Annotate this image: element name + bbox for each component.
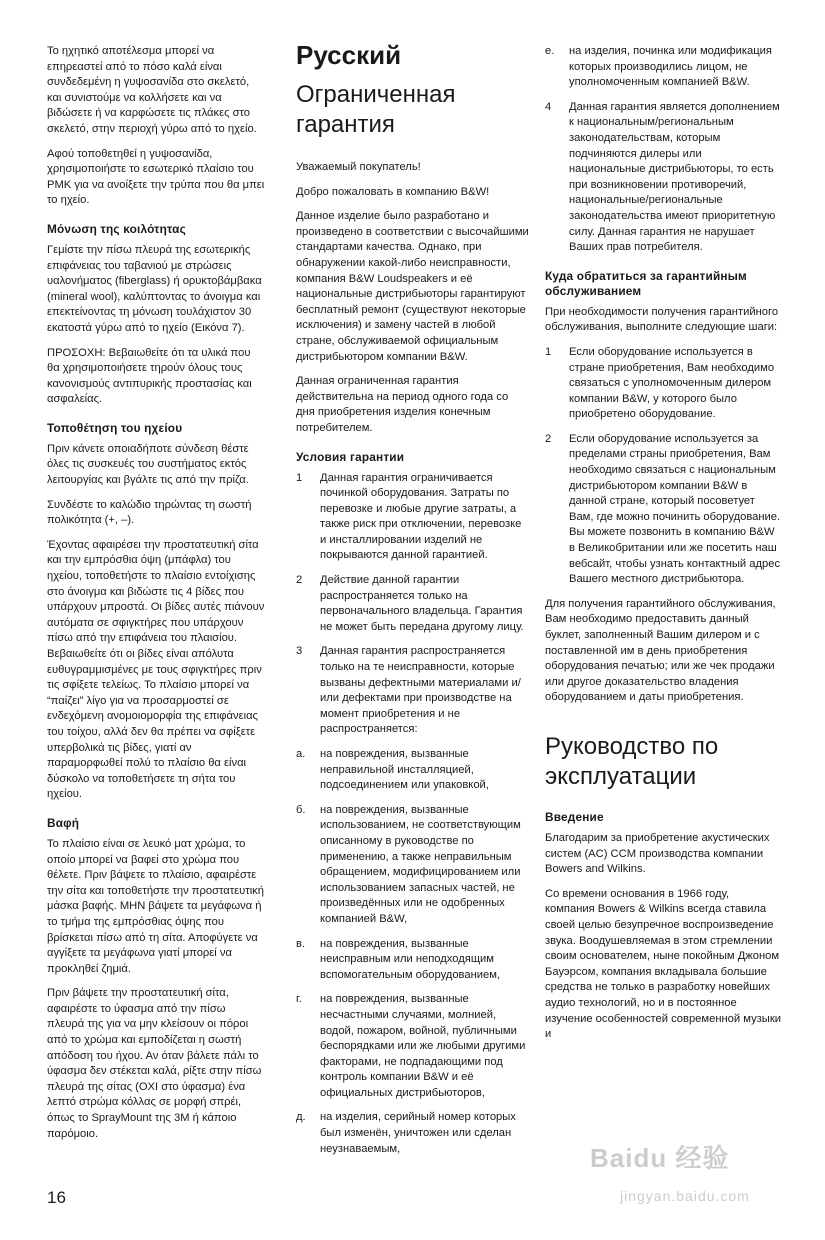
list-marker: е. bbox=[545, 45, 555, 57]
watermark-url: jingyan.baidu.com bbox=[620, 1188, 750, 1204]
list-marker: 1 bbox=[296, 471, 303, 484]
language-title: Русский bbox=[296, 40, 402, 70]
step-item bbox=[545, 345, 781, 423]
list-marker: д. bbox=[296, 1111, 306, 1124]
russian-warranty-column bbox=[296, 40, 530, 1166]
list-marker: в. bbox=[296, 937, 306, 950]
paragraph: Συνδέστε το καλώδιο τηρώντας τη σωστή πολικότητα (+, –). bbox=[47, 498, 252, 527]
greek-column bbox=[47, 44, 265, 1151]
booklet-paragraph: Для получения гарантийного обслуживания, Вам необходимо предоставить данный буклет, заполненный Вашим дилером и с поставленной им в день приобретения оборудования печатью; или же чек продажи или другое доказательство владения оборудованием и даты приобретения. bbox=[545, 597, 776, 704]
intro-paragraph: Данное изделие было разработано и произведено в соответствии с высочайшими стандартами качества. Однако, при обнаружении какой-либо неисправности, компания B&W Loudspeakers и её национальные дистрибьюторы гарантируют бесплатный ремонт (существуют некоторые исключения) и замену частей в любой стране, обслуживаемой официальным дистрибьютором компании B&W. bbox=[296, 210, 529, 363]
list-marker: 1 bbox=[545, 345, 552, 358]
list-text: на повреждения, вызванные использованием, не соответствующим описанному в руководстве по применению, а также неправильным обращением, модифицированием или использованием запасных частей, не произведённых или не одобренных компанией B&W, bbox=[320, 803, 521, 925]
page-number: 16 bbox=[47, 1188, 66, 1207]
list-text: Если оборудование используется в стране приобретения, Вам необходимо связаться с уполномоченным дилером компании B&W, у которого было приобретено оборудование. bbox=[569, 345, 775, 421]
section-heading-insulation: Μόνωση της κοιλότητας bbox=[47, 221, 186, 236]
paragraph: Έχοντας αφαιρέσει την προστατευτική σίτα και την εμπρόσθια όψη (μπάφλα) του ηχείου, τοποθετήστε το πλαίσιο εντοίχισης στο άνοιγμα και βιδώστε τις 4 βίδες που υπάρχουν μπροστά. Οι βίδες αυτές πιάνουν αυτόματα σε σφιγκτήρες που υπάρχουν πίσω από την επιφάνεια του πλαισίου. Βεβαιωθείτε ότι οι βίδες είναι απόλυτα ευθυγραμμισμένες με τους σφιγκτήρες πριν τις σφίξετε τελείως. Το πλαίσιο μπορεί να “παίζει” λίγο για να προσαρμοστεί σε ενδεχόμενη ανομοιομορφία της επιφάνειας του τοίχου, αλλά δεν θα πρέπει να σφίξετε υπερβολικά τις βίδες, γιατί αν παραμορφωθεί πολύ το πλαίσιο θα είναι δύσκολο να τοποθετήσετε τη σήτα του ηχείου. bbox=[47, 538, 265, 801]
list-text: Данная гарантия ограничивается починкой оборудования. Затраты по перевозке и любые другие затраты, а также риск при отключении, перевозке и инсталлировании изделий не покрываются данной гарантией. bbox=[320, 471, 522, 562]
paragraph: Πριν βάψετε την προστατευτική σίτα, αφαιρέστε το ύφασμα από την πίσω πλευρά της για να μην κλείσουν οι πόροι από το χρώμα και εμποδίζεται η σωστή απόδοση του ήχου. Αν όταν βάλετε πάλι το ύφασμα δεν στέκεται καλά, ρίξτε στην πίσω πλευρά της σίτας (ΟΧΙ στο ύφασμα) ένα λεπτό στρώμα κόλλας σε μορφή σπρέι, όπως το SprayMount της 3M ή κάποιο παρόμοιο. bbox=[47, 987, 262, 1140]
list-marker: г. bbox=[296, 993, 302, 1006]
paragraph: Το πλαίσιο είναι σε λευκό ματ χρώμα, το οποίο μπορεί να βαφεί στο χρώμα που θέλετε. Πριν βάψετε το πλαίσιο, αφαιρέστε την σίτα και τοποθετήστε την προστατευτική μάσκα βαφής. ΜΗΝ βάψετε τα μεγάφωνα ή το τμήμα της εμπρόσθιας όψης που βρίσκεται πίσω από τη σίτα. Αποφύγετε να αγγίξετε τα μεγάφωνα γιατί μπορεί να προκληθεί ζημιά. bbox=[47, 837, 264, 975]
watermark-logo: Baidu 经验 bbox=[590, 1143, 730, 1173]
list-text: Действие данной гарантии распространяется только на первоначального владельца. Гарантия не может быть передана другому лицу. bbox=[320, 574, 524, 633]
list-marker: б. bbox=[296, 803, 306, 816]
list-marker: 2 bbox=[545, 432, 552, 445]
paragraph: Το ηχητικό αποτέλεσμα μπορεί να επηρεαστεί από το πόσο καλά είναι συνδεδεμένη η γυψοσανίδα στο σκελετό, και συνιστούμε να κολλήσετε και να βιδώσετε ή να καρφώσετε τις πλάκες στο σκελετό, στην περιοχή γύρω από το ηχείο. bbox=[47, 45, 257, 135]
list-item bbox=[296, 1110, 530, 1157]
service-intro: При необходимости получения гарантийного обслуживания, выполните следующие шаги: bbox=[545, 305, 779, 334]
list-text: Данная гарантия распространяется только на те неисправности, которые вызваны дефектными материалами и/или дефектами при производстве на момент приобретения и не распространяется: bbox=[320, 645, 521, 736]
list-text: на изделия, починка или модификация которых производились лицом, не уполномоченным компанией B&W. bbox=[569, 45, 772, 89]
list-item bbox=[545, 44, 781, 91]
list-text: на повреждения, вызванные неправильной инсталляцией, подсоединением или упаковкой, bbox=[320, 748, 489, 792]
list-text: Если оборудование используется за пределами страны приобретения, Вам необходимо связаться с национальным дистрибьютором компании B&W в данной стране, который посоветует Вам, где можно починить оборудование. Вы можете позвонить в компанию B&W в Великобритании или же посетить наш вебсайт, чтобы узнать контактный адрес Вашего местного дистрибьютора. bbox=[569, 432, 781, 586]
section-heading-conditions: Условия гарантии bbox=[296, 449, 405, 464]
section-heading-placement: Τοποθέτηση του ηχείου bbox=[47, 420, 183, 435]
list-marker: 3 bbox=[296, 645, 303, 658]
list-text: на повреждения, вызванные неисправным или неподходящим вспомогательным оборудованием, bbox=[320, 937, 501, 981]
paragraph: Πριν κάνετε οποιαδήποτε σύνδεση θέστε όλες τις συσκευές του συστήματος εκτός λειτουργίας και βγάλτε τις από την πρίζα. bbox=[47, 442, 249, 487]
warning-paragraph: ΠΡΟΣΟΧΗ: Βεβαιωθείτε ότι τα υλικά που θα χρησιμοποιήσετε τηρούν όλους τους κανονισμούς αντιπυρικής προστασίας και ασφαλείας. bbox=[47, 346, 252, 406]
section-heading-service: Куда обратиться за гарантийным обслуживанием bbox=[545, 268, 747, 298]
list-text: на изделия, серийный номер которых был изменён, уничтожен или сделан неузнаваемым, bbox=[320, 1111, 516, 1155]
list-item bbox=[296, 803, 530, 928]
paragraph: Γεμίστε την πίσω πλευρά της εσωτερικής επιφάνειας του ταβανιού με στρώσεις υαλονήματος (fiberglass) ή ορυκτοβάμβακα (mineral wool), καλύπτοντας το άνοιγμα και επεκτείνοντας τη μόνωση τουλάχιστον 30 εκατοστά γύρω από το ηχείο (Εικόνα 7). bbox=[47, 243, 262, 334]
list-marker: 4 bbox=[545, 100, 552, 113]
list-item bbox=[296, 573, 530, 635]
list-item bbox=[296, 747, 530, 794]
list-item bbox=[296, 471, 530, 565]
list-item bbox=[296, 644, 530, 738]
list-item bbox=[545, 100, 781, 256]
step-item bbox=[545, 432, 781, 588]
section-heading-paint: Βαφή bbox=[47, 815, 80, 830]
list-text: Данная гарантия является дополнением к национальным/региональным законодательствам, которым подчиняются дилеры или национальные дистрибьюторы, то есть при возникновении противоречий, национальные/региональные законодательства имеют приоритетную силу. Данная гарантия не нарушает Ваших прав потребителя. bbox=[569, 100, 780, 254]
warranty-title: Ограниченная гарантия bbox=[296, 81, 456, 138]
section-heading-intro: Введение bbox=[545, 809, 604, 824]
period-paragraph: Данная ограниченная гарантия действительна на период одного года со дня приобретения изделия конечным потребителем. bbox=[296, 375, 509, 434]
russian-service-column bbox=[545, 44, 781, 1052]
paragraph: Αφού τοποθετηθεί η γυψοσανίδα, χρησιμοποιήστε το εσωτερικό πλαίσιο του PMK για να ανοίξετε την τρύπα που θα μπει το ηχείο. bbox=[47, 147, 265, 207]
list-marker: 2 bbox=[296, 574, 303, 587]
manual-title: Руководство по эксплуатации bbox=[545, 732, 719, 790]
conditions-list bbox=[296, 471, 530, 1158]
list-text: на повреждения, вызванные несчастными случаями, молнией, водой, пожаром, войной, публичными беспорядками или же любыми другими факторами, не подпадающими под контроль компании B&W и её официальных дистрибьюторов, bbox=[320, 993, 526, 1099]
welcome-text: Добро пожаловать в компанию B&W! bbox=[296, 185, 490, 198]
greeting: Уважаемый покупатель! bbox=[296, 161, 421, 173]
history-paragraph: Со времени основания в 1966 году, компания Bowers & Wilkins всегда ставила своей целью безупречное воспроизведение звука. Воодушевляемая в этом стремлении своим основателем, ныне покойным Джоном Бауэрсом, компания вкладывала большие средства не только в разработку новейших аудио технологий, но и в постоянное изучение особенностей современной музыки и bbox=[545, 887, 781, 1041]
list-marker: а. bbox=[296, 748, 306, 760]
list-item bbox=[296, 992, 530, 1101]
list-item bbox=[296, 937, 530, 984]
thanks-paragraph: Благодарим за приобретение акустических систем (AC) CCM производства компании Bowers and Wilkins. bbox=[545, 831, 770, 876]
